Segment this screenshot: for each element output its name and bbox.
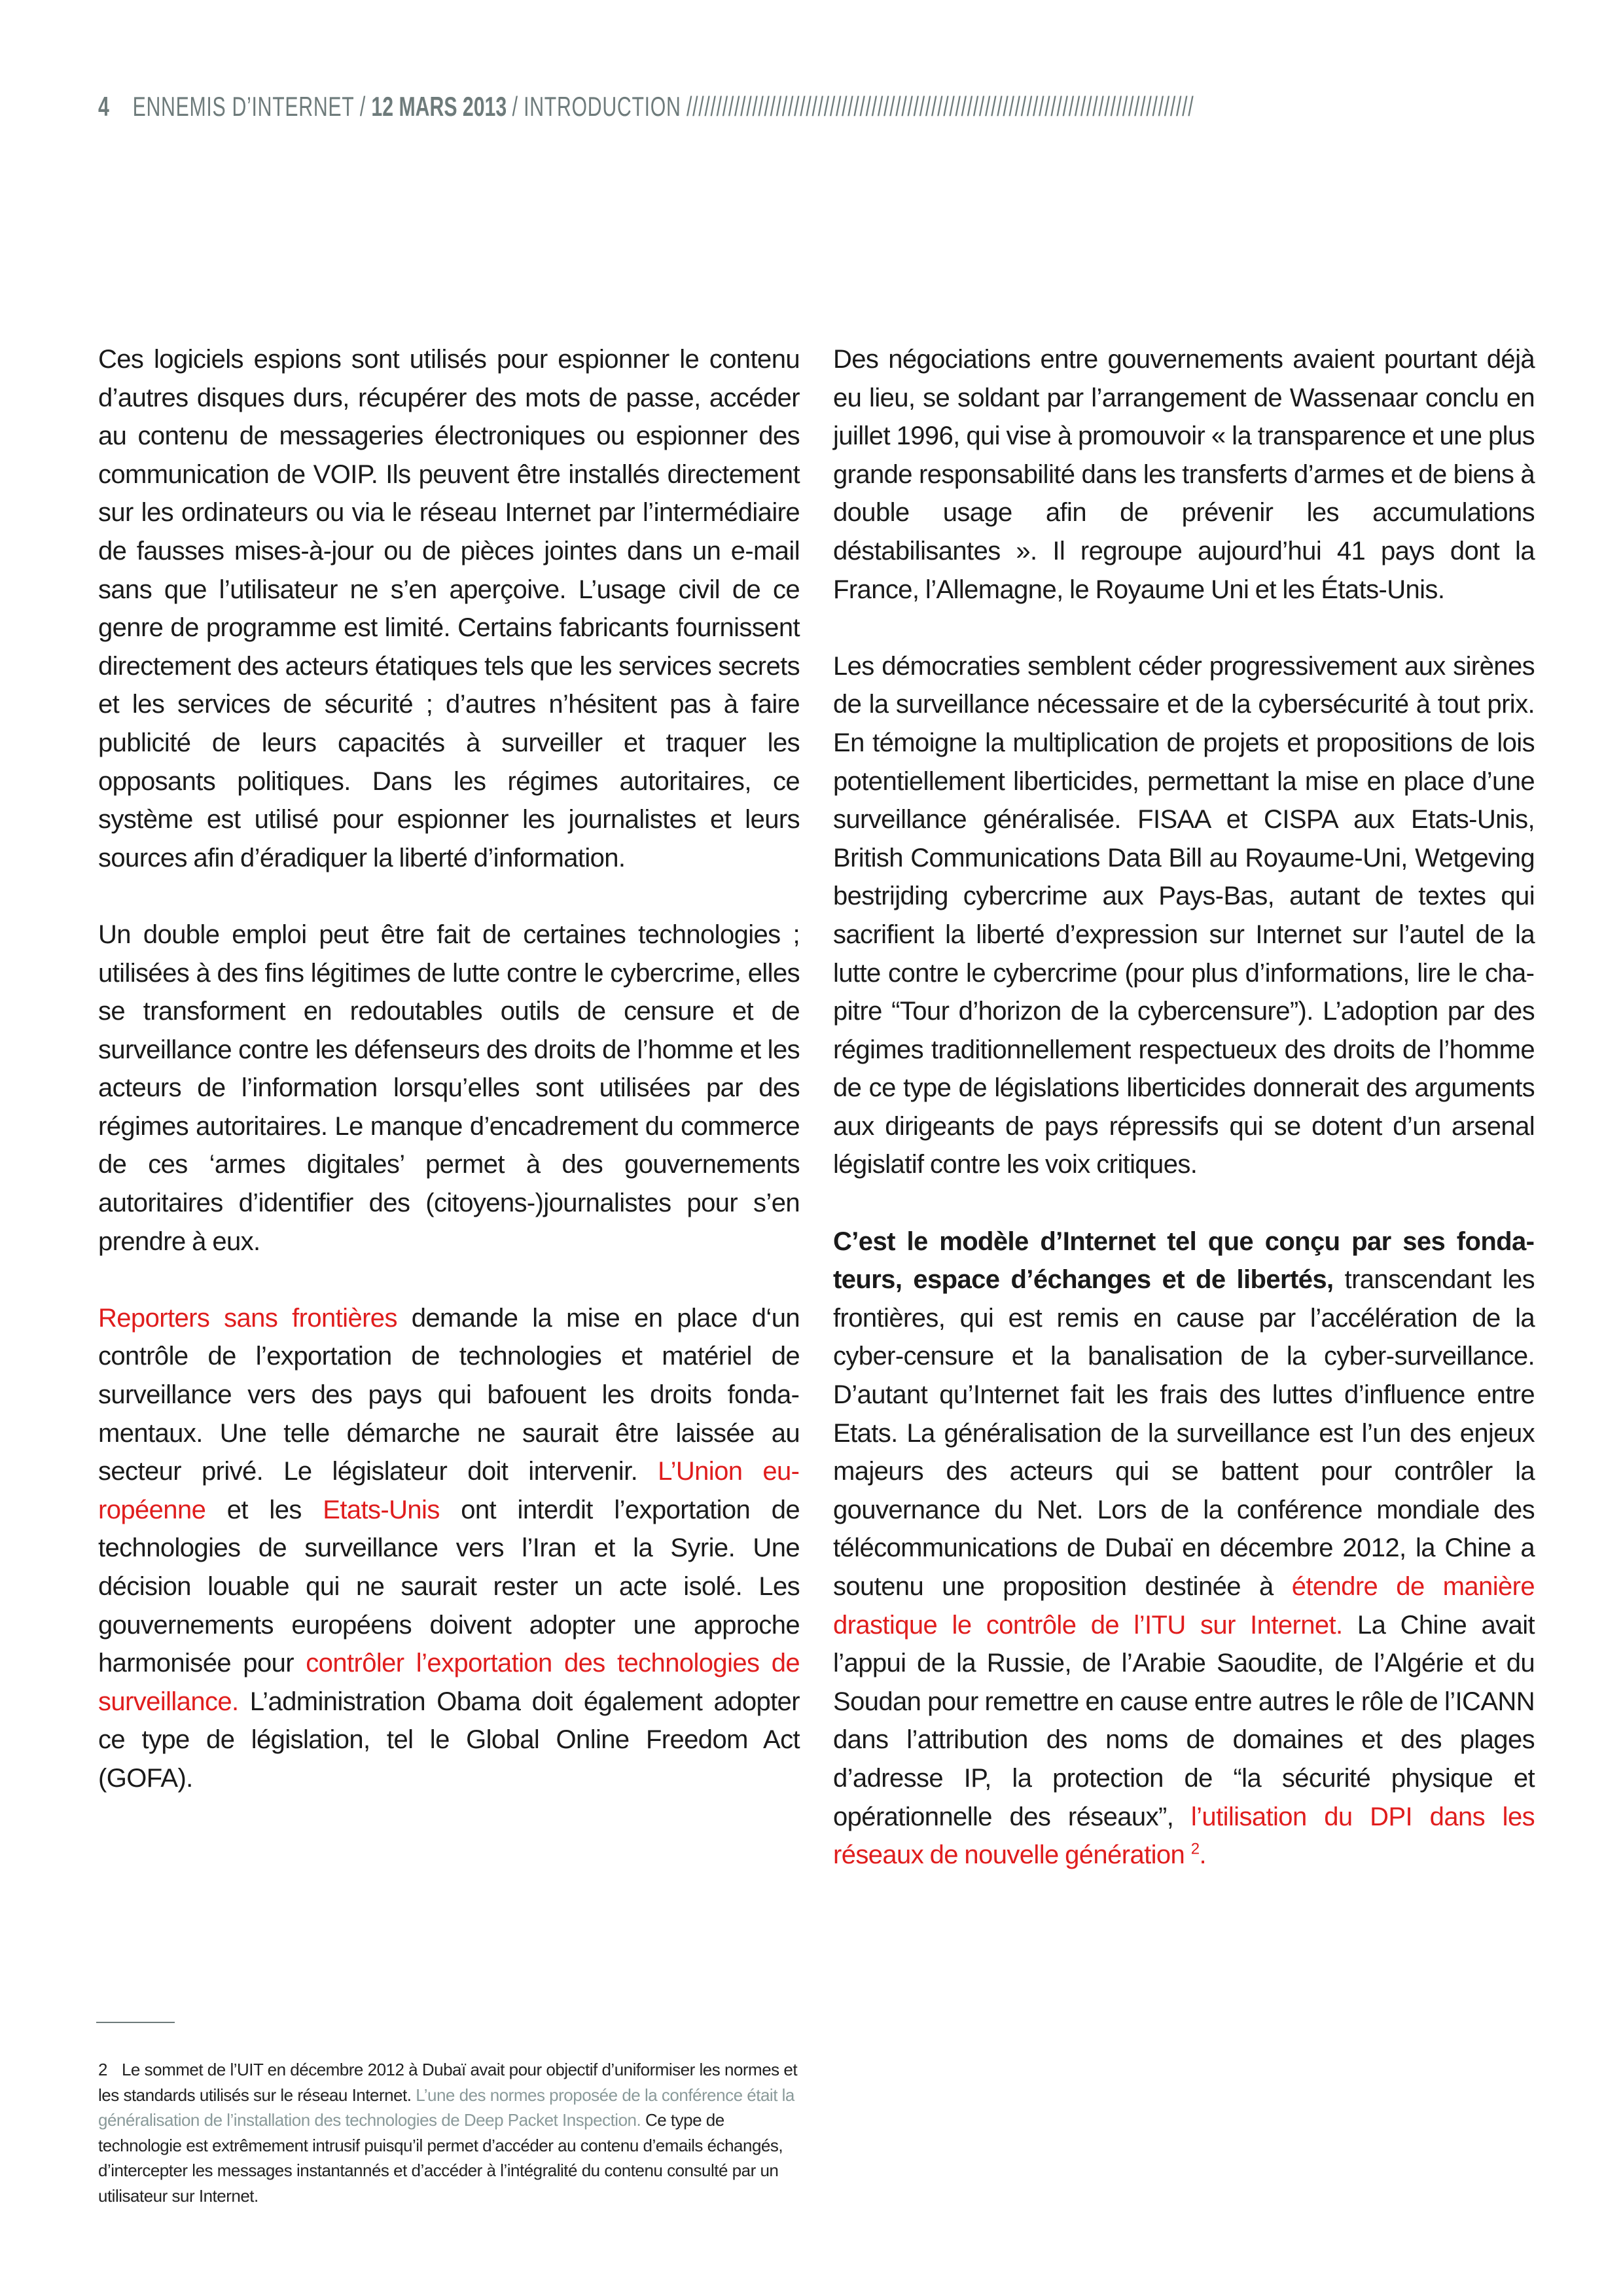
publication-date: 12 MARS 2013 — [371, 91, 507, 122]
text-segment: demande la mise en place d‘un contrôle de l’exportation de technologies et matériel de surveillance vers des pays qui bafouent les droits fondamentaux. Une telle démarche ne saurait être laissée au secteur privé. Le législateur doit intervenir. — [98, 1303, 800, 1486]
header-slash-rule: ///////////////////////////////////////////////////////////////////////////////////// — [686, 91, 1194, 122]
text-segment: ont interdit l’exportation de technologies de surveillance vers l’Iran et la Syrie. Une décision louable qui ne saurait rester un acte isolé. Les gouvernements européens doivent adopter une approche harmonisée pour — [98, 1495, 800, 1678]
footnote-link-dpi-norm[interactable]: L’une des normes proposée de la conférence était la généralisation de l’installation des technologies de Deep Packet Inspection. — [98, 2085, 794, 2130]
text-segment: transcendant les frontières, qui est remis en cause par l’accélération de la cyber-censure et la banalisation de la cyber-surveillance. D’autant qu’Internet fait les frais des luttes d’influence entre Etats. La généralisation de la surveillance est l’un des enjeux majeurs des acteurs qui se battent pour contrôler la gouvernance du Net. Lors de la conférence mondiale des télécommunications de Dubaï en décembre 2012, la Chine a soutenu une proposition destinée à — [833, 1265, 1535, 1601]
publication-title: ENNEMIS D’INTERNET — [132, 91, 355, 122]
right-column — [833, 340, 1535, 1912]
paragraph-democracies: Les démocraties semblent céder progressivement aux sirènes de la surveillance nécessaire et de la cybersécurité à tout prix. En témoigne la multiplication de projets et propositions de lois potentiellement liberticides, permettant la mise en place d’une surveillance généralisée. FISAA et CISPA aux Etats-Unis, British Communications Data Bill au Royaume-Uni, Wetgeving bestrijding cybercrime aux Pays-Bas, autant de textes qui sacrifient la liberté d’expression sur Internet sur l’autel de la lutte contre le cybercrime (pour plus d’informations, lire le chapitre “Tour d’horizon de la cybercensure”). L’adoption par des régimes traditionnellement respectueux des droits de l’homme de ce type de législations liberticides donnerait des arguments aux dirigeants de pays répressifs qui se dotent d’un arsenal législatif contre les voix critiques. — [833, 651, 1535, 1179]
left-column — [98, 340, 800, 1836]
link-reporters-sans-frontieres[interactable]: Reporters sans frontières — [98, 1303, 397, 1333]
section-title: INTRODUCTION — [524, 91, 681, 122]
link-controler-exportation[interactable]: contrôler l’exportation des technologies de surveillance. — [98, 1649, 800, 1716]
header-separator: / — [359, 91, 366, 122]
link-dpi-text: l’utilisation du DPI dans les réseaux de nouvelle génération — [833, 1802, 1535, 1870]
paragraph-rsf-demand — [98, 1299, 800, 1798]
footnote-number: 2 — [98, 2060, 107, 2079]
footnote-text: Le sommet de l’UIT en décembre 2012 à Dubaï avait pour objectif d’uniformiser les normes et les standards utilisés sur le réseau Internet. — [98, 2060, 798, 2105]
bold-lead-text: C’est le modèle d’Internet tel que conçu par ses fondateurs, espace d’échanges et de libertés, — [833, 1227, 1535, 1295]
paragraph-dual-use: Un double emploi peut être fait de certaines technologies ; utilisées à des fins légitimes de lutte contre le cybercrime, elles se transforment en redoutables outils de censure et de surveillance contre les défenseurs des droits de l’homme et les acteurs de l’information lorsqu’elles sont utilisées par des régimes autoritaires. Le manque d’encadrement du commerce de ces ‘armes digitales’ permet à des gouvernements autoritaires d’identifier des (citoyens-)journalistes pour s’en prendre à eux. — [98, 920, 800, 1256]
link-union-europeenne[interactable]: L’Union européenne — [98, 1457, 800, 1524]
page-number: 4 — [98, 91, 109, 122]
link-etats-unis[interactable]: Etats-Unis — [323, 1495, 440, 1524]
text-segment: L’administration Obama doit également adopter ce type de législation, tel le Global Online Freedom Act (GOFA). — [98, 1687, 800, 1793]
paragraph-wassenaar: Des négociations entre gouvernements avaient pourtant déjà eu lieu, se soldant par l’arrangement de Wassenaar conclu en juillet 1996, qui vise à promouvoir « la transparence et une plus grande responsabilité dans les transferts d’armes et de biens à double usage afin de prévenir les accumulations déstabilisantes ». Il regroupe aujourd’hui 41 pays dont la France, l’Allemagne, le Royaume Uni et les États-Unis. — [833, 345, 1535, 604]
link-itu-control[interactable]: étendre de manière drastique le contrôle de l’ITU sur Internet. — [833, 1572, 1535, 1640]
footnote-reference[interactable]: 2 — [1190, 1840, 1200, 1858]
text-segment: La Chine avait l’appui de la Russie, de l’Arabie Saoudite, de l’Algérie et du Soudan pour remettre en cause entre autres le rôle de l’ICANN dans l’attribution des noms de domaines et des plages d’adresse IP, la protection de “la sécurité physique et opérationnelle des réseaux”, — [833, 1610, 1535, 1831]
link-dpi-period: . — [1199, 1840, 1206, 1870]
footnote-2 — [98, 2057, 798, 2208]
header-separator: / — [512, 91, 518, 122]
paragraph-internet-model — [833, 1223, 1535, 1874]
footnote-divider — [96, 2022, 175, 2023]
footnote-text: Ce type de technologie est extrêmement intrusif puisqu’il permet d’accéder au contenu d’emails échangés, d’intercepter les messages instantannés et d’accéder à l’intégralité du contenu consulté par un utilisateur sur Internet. — [98, 2110, 783, 2206]
text-segment: et les — [205, 1495, 323, 1524]
running-header — [98, 90, 1531, 123]
paragraph-spyware: Ces logiciels espions sont utilisés pour espionner le contenu d’autres disques durs, récupérer des mots de passe, accéder au contenu de messageries électroniques ou espionner des communication de VOIP. Ils peuvent être installés directement sur les ordinateurs ou via le réseau Internet par l’intermédiaire de fausses mises-à-jour ou de pièces jointes dans un e-mail sans que l’utilisateur ne s’en aperçoive. L’usage civil de ce genre de programme est limité. Certains fabricants fournissent directement des acteurs étatiques tels que les services secrets et les services de sécurité ; d’autres n’hésitent pas à faire publicité de leurs capacités à surveiller et traquer les opposants politiques. Dans les régimes autoritaires, ce système est utilisé pour espionner les journalistes et leurs sources afin d’éradiquer la liberté d’information. — [98, 345, 800, 872]
